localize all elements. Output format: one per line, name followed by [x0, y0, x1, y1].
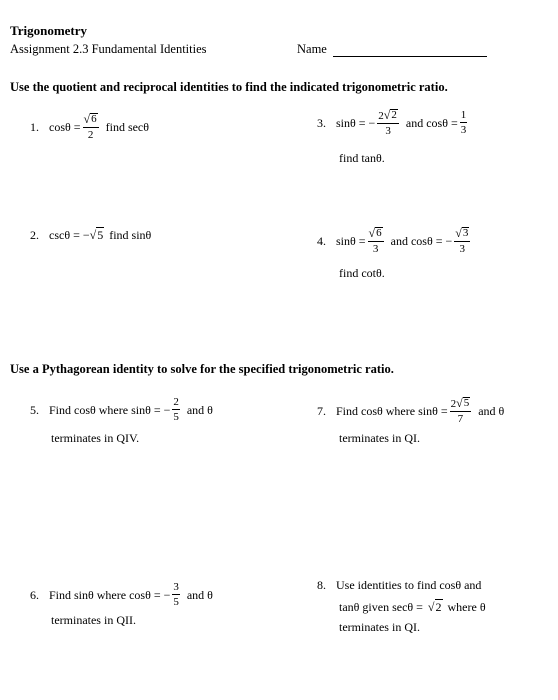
problem-number: 8. — [317, 578, 326, 592]
problem-post: and θ — [186, 402, 213, 417]
fraction — [172, 582, 180, 608]
problem-mid: and cosθ = — [405, 115, 458, 130]
fraction: 2 √ 5 7 — [450, 396, 470, 425]
problem-6 — [30, 582, 213, 608]
problem-3 — [317, 109, 469, 137]
problem-post: and θ — [478, 403, 505, 418]
numerator: 2 — [173, 396, 179, 408]
problem-post: and θ — [186, 587, 213, 602]
problem-4-line2: find cotθ. — [339, 266, 385, 280]
coefficient: 2 — [450, 398, 457, 410]
problem-tail: find secθ — [105, 119, 150, 134]
denominator: 5 — [173, 596, 179, 608]
problem-lhs: sinθ = — [336, 233, 366, 248]
problem-7 — [317, 397, 504, 425]
radicand: 5 — [97, 228, 104, 242]
assignment-subtitle: Assignment 2.3 Fundamental Identities — [10, 42, 207, 56]
numerator: 3 — [173, 581, 179, 593]
fraction: √ 6 3 — [368, 226, 382, 255]
denominator: 3 — [459, 243, 466, 255]
name-label: Name — [297, 42, 327, 56]
radicand: 2 — [391, 109, 397, 121]
fraction — [172, 397, 180, 423]
numerator: 1 — [460, 109, 467, 121]
problem-8 — [317, 578, 481, 593]
problem-number: 4. — [317, 233, 326, 248]
radicand: 6 — [376, 227, 382, 239]
problem-3-line2: find tanθ. — [339, 151, 385, 165]
problem-lhs: sinθ = − — [336, 115, 376, 130]
denominator: 3 — [385, 125, 391, 137]
problem-line1: Use identities to find cosθ and — [336, 578, 482, 592]
problem-4 — [317, 227, 472, 255]
denominator: 2 — [87, 129, 94, 141]
problem-2: 2. cscθ = − √ 5 find sinθ — [30, 227, 152, 242]
fraction: 2 √ 2 3 — [378, 108, 397, 137]
problem-pre: Find sinθ where cosθ = − — [49, 587, 171, 602]
radicand: 2 — [435, 600, 442, 614]
problem-5-line2: terminates in QIV. — [51, 431, 140, 445]
fraction: √ 3 3 — [455, 226, 469, 255]
problem-number: 5. — [30, 402, 39, 417]
course-title: Trigonometry — [10, 23, 88, 38]
radicand: 5 — [463, 397, 470, 409]
name-underline — [333, 56, 487, 57]
radicand: 6 — [91, 113, 97, 125]
radicand: 3 — [462, 227, 469, 239]
problem-number: 3. — [317, 115, 326, 130]
fraction — [460, 110, 468, 136]
problem-number: 7. — [317, 403, 326, 418]
denominator: 5 — [173, 411, 179, 423]
problem-line2-post: where θ — [447, 599, 486, 614]
section2-instruction: Use a Pythagorean identity to solve for the specified trigonometric ratio. — [10, 362, 394, 376]
problem-number: 1. — [30, 119, 39, 134]
problem-7-line2: terminates in QI. — [339, 431, 420, 445]
problem-number: 6. — [30, 587, 39, 602]
problem-number: 2. — [30, 227, 39, 242]
problem-1 — [30, 113, 149, 141]
denominator: 3 — [460, 124, 467, 136]
fraction: √ 6 2 — [83, 112, 97, 141]
problem-mid: and cosθ = − — [390, 233, 453, 248]
section1-instruction: Use the quotient and reciprocal identities to find the indicated trigonometric ratio. — [10, 80, 448, 94]
problem-lhs: cosθ = — [49, 119, 81, 134]
problem-8-line3: terminates in QI. — [339, 620, 420, 634]
problem-pre: Find cosθ where sinθ = — [336, 403, 448, 418]
denominator: 7 — [457, 413, 464, 425]
problem-pre: Find cosθ where sinθ = − — [49, 402, 171, 417]
denominator: 3 — [372, 243, 379, 255]
problem-lhs: cscθ = − — [49, 227, 90, 242]
problem-8-line2: tanθ given secθ = √ 2 where θ — [339, 599, 486, 614]
coefficient: 2 — [378, 110, 384, 122]
problem-6-line2: terminates in QII. — [51, 613, 136, 627]
problem-line2-pre: tanθ given secθ = — [339, 599, 423, 614]
problem-tail: find sinθ — [109, 227, 152, 242]
problem-5 — [30, 397, 213, 423]
